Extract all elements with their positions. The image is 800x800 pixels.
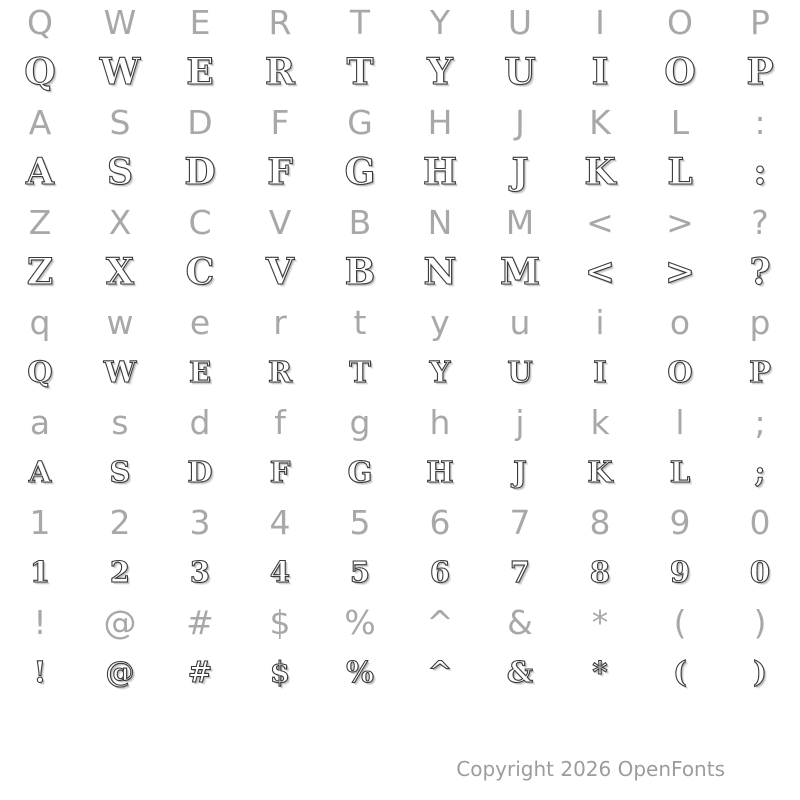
reference-glyph-row xyxy=(0,100,800,144)
glyph-cell: O xyxy=(667,355,693,389)
glyph-cell: E xyxy=(186,51,214,93)
glyph-cell: 6 xyxy=(429,555,451,589)
glyph-cell: ? xyxy=(749,251,771,293)
glyph-cell: l xyxy=(675,402,685,442)
glyph-cell: * xyxy=(591,602,609,642)
glyph-cell: $ xyxy=(269,602,291,642)
glyph-cell: t xyxy=(353,302,367,342)
glyph-cell: K xyxy=(589,102,611,142)
glyph-cell: < xyxy=(584,251,616,293)
glyph-cell: ; xyxy=(754,455,766,489)
glyph-cell: 1 xyxy=(29,555,51,589)
glyph-cell: a xyxy=(29,402,51,442)
glyph-cell: p xyxy=(749,302,771,342)
glyph-cell: S xyxy=(107,151,133,193)
glyph-cell: & xyxy=(507,602,533,642)
glyph-cell: : xyxy=(753,151,767,193)
glyph-cell: O xyxy=(667,2,693,42)
glyph-cell: D xyxy=(184,151,216,193)
glyph-cell: E xyxy=(188,355,212,389)
glyph-cell: P xyxy=(749,355,771,389)
glyph-cell: u xyxy=(509,302,531,342)
specimen-glyph-row xyxy=(0,544,800,600)
glyph-cell: 6 xyxy=(429,502,451,542)
glyph-cell: ) xyxy=(753,655,767,689)
glyph-cell: I xyxy=(593,355,607,389)
glyph-cell: r xyxy=(273,302,287,342)
glyph-cell: D xyxy=(187,455,213,489)
glyph-cell: @ xyxy=(103,602,137,642)
glyph-cell: P xyxy=(746,51,774,93)
glyph-cell: 9 xyxy=(669,502,691,542)
glyph-cell: O xyxy=(664,51,696,93)
glyph-cell: E xyxy=(189,2,211,42)
glyph-cell: % xyxy=(344,602,376,642)
glyph-cell: Z xyxy=(28,202,52,242)
glyph-cell: ? xyxy=(751,202,769,242)
glyph-cell: 7 xyxy=(509,502,531,542)
glyph-cell: Y xyxy=(427,51,453,93)
copyright-text: Copyright 2026 OpenFonts xyxy=(456,757,725,781)
glyph-cell: * xyxy=(592,655,608,689)
specimen-glyph-row xyxy=(0,144,800,200)
glyph-cell: R xyxy=(268,2,292,42)
glyph-cell: V xyxy=(268,202,292,242)
glyph-cell: i xyxy=(595,302,605,342)
glyph-cell: G xyxy=(344,151,376,193)
glyph-cell: A xyxy=(26,151,54,193)
glyph-cell: F xyxy=(267,151,293,193)
glyph-cell: H xyxy=(422,151,457,193)
glyph-cell: y xyxy=(430,302,450,342)
reference-glyph-row xyxy=(0,600,800,644)
specimen-glyph-row xyxy=(0,244,800,300)
glyph-cell: # xyxy=(187,655,213,689)
glyph-cell: I xyxy=(591,51,609,93)
glyph-cell: w xyxy=(106,302,134,342)
glyph-cell: C xyxy=(188,202,212,242)
glyph-cell: Y xyxy=(429,2,451,42)
glyph-cell: Q xyxy=(27,355,53,389)
glyph-cell: f xyxy=(274,402,286,442)
glyph-cell: < xyxy=(586,202,614,242)
glyph-cell: T xyxy=(346,51,374,93)
glyph-cell: & xyxy=(506,655,534,689)
glyph-cell: C xyxy=(185,251,215,293)
glyph-cell: J xyxy=(515,102,525,142)
glyph-cell: 0 xyxy=(749,502,771,542)
specimen-glyph-row xyxy=(0,444,800,500)
glyph-cell: W xyxy=(99,51,141,93)
glyph-cell: > xyxy=(666,202,694,242)
glyph-cell: Y xyxy=(429,355,451,389)
glyph-cell: G xyxy=(347,102,373,142)
glyph-cell: L xyxy=(670,102,690,142)
glyph-cell: 9 xyxy=(669,555,691,589)
glyph-cell: N xyxy=(427,202,453,242)
glyph-cell: W xyxy=(103,355,137,389)
glyph-cell: P xyxy=(750,2,770,42)
glyph-cell: ) xyxy=(753,602,767,642)
glyph-cell: k xyxy=(590,402,610,442)
glyph-cell: 4 xyxy=(269,502,291,542)
glyph-cell: ! xyxy=(33,655,47,689)
glyph-cell: J xyxy=(511,151,529,193)
glyph-cell: F xyxy=(269,455,291,489)
reference-glyph-row xyxy=(0,400,800,444)
glyph-cell: ^ xyxy=(427,655,453,689)
glyph-cell: j xyxy=(515,402,525,442)
glyph-cell: I xyxy=(595,2,605,42)
glyph-cell: 3 xyxy=(189,555,211,589)
glyph-cell: S xyxy=(109,102,131,142)
glyph-cell: A xyxy=(28,102,52,142)
glyph-cell: B xyxy=(344,251,376,293)
glyph-cell: V xyxy=(266,251,294,293)
glyph-cell: # xyxy=(186,602,214,642)
glyph-cell: 4 xyxy=(269,555,291,589)
glyph-cell: @ xyxy=(105,655,135,689)
glyph-cell: ^ xyxy=(426,602,454,642)
glyph-cell: X xyxy=(108,202,132,242)
glyph-cell: 7 xyxy=(509,555,531,589)
glyph-cell: H xyxy=(426,455,454,489)
glyph-cell: K xyxy=(584,151,616,193)
glyph-cell: 5 xyxy=(349,502,371,542)
glyph-cell: 2 xyxy=(109,555,131,589)
glyph-cell: X xyxy=(106,251,134,293)
glyph-cell: Z xyxy=(26,251,54,293)
glyph-cell: J xyxy=(513,455,527,489)
glyph-cell: T xyxy=(349,355,371,389)
glyph-cell: U xyxy=(507,2,533,42)
glyph-cell: 8 xyxy=(589,555,611,589)
glyph-cell: S xyxy=(109,455,131,489)
glyph-cell: ! xyxy=(33,602,47,642)
glyph-cell: ; xyxy=(754,402,766,442)
glyph-cell: Q xyxy=(24,51,56,93)
glyph-cell: G xyxy=(347,455,373,489)
glyph-cell: d xyxy=(189,402,211,442)
glyph-cell: q xyxy=(29,302,51,342)
reference-glyph-row xyxy=(0,300,800,344)
specimen-glyph-row xyxy=(0,644,800,700)
glyph-cell: e xyxy=(189,302,211,342)
glyph-cell: 0 xyxy=(749,555,771,589)
glyph-cell: o xyxy=(669,302,691,342)
glyph-cell: h xyxy=(429,402,451,442)
specimen-glyph-row xyxy=(0,44,800,100)
glyph-cell: > xyxy=(664,251,696,293)
reference-glyph-row xyxy=(0,500,800,544)
glyph-cell: U xyxy=(507,355,533,389)
reference-glyph-row xyxy=(0,200,800,244)
glyph-cell: s xyxy=(111,402,129,442)
glyph-cell: H xyxy=(427,102,453,142)
glyph-cell: 5 xyxy=(349,555,371,589)
glyph-cell: ( xyxy=(673,655,687,689)
glyph-cell: 8 xyxy=(589,502,611,542)
glyph-cell: K xyxy=(587,455,613,489)
glyph-cell: ( xyxy=(673,602,687,642)
glyph-cell: N xyxy=(423,251,457,293)
glyph-cell: Q xyxy=(27,2,53,42)
glyph-cell: B xyxy=(348,202,372,242)
glyph-cell: U xyxy=(504,51,536,93)
glyph-cell: L xyxy=(667,151,693,193)
glyph-cell: 3 xyxy=(189,502,211,542)
specimen-glyph-row xyxy=(0,344,800,400)
glyph-cell: R xyxy=(267,355,293,389)
glyph-cell: F xyxy=(270,102,290,142)
glyph-cell: R xyxy=(265,51,295,93)
glyph-cell: L xyxy=(669,455,691,489)
glyph-cell: T xyxy=(349,2,371,42)
glyph-cell: 1 xyxy=(29,502,51,542)
glyph-cell: M xyxy=(500,251,540,293)
glyph-cell: D xyxy=(187,102,213,142)
glyph-cell: g xyxy=(349,402,371,442)
reference-glyph-row xyxy=(0,0,800,44)
glyph-cell: % xyxy=(346,655,374,689)
glyph-cell: $ xyxy=(269,655,291,689)
glyph-cell: M xyxy=(505,202,535,242)
glyph-cell: 2 xyxy=(109,502,131,542)
glyph-cell: W xyxy=(103,2,137,42)
glyph-cell: : xyxy=(754,102,766,142)
glyph-cell: A xyxy=(28,455,52,489)
